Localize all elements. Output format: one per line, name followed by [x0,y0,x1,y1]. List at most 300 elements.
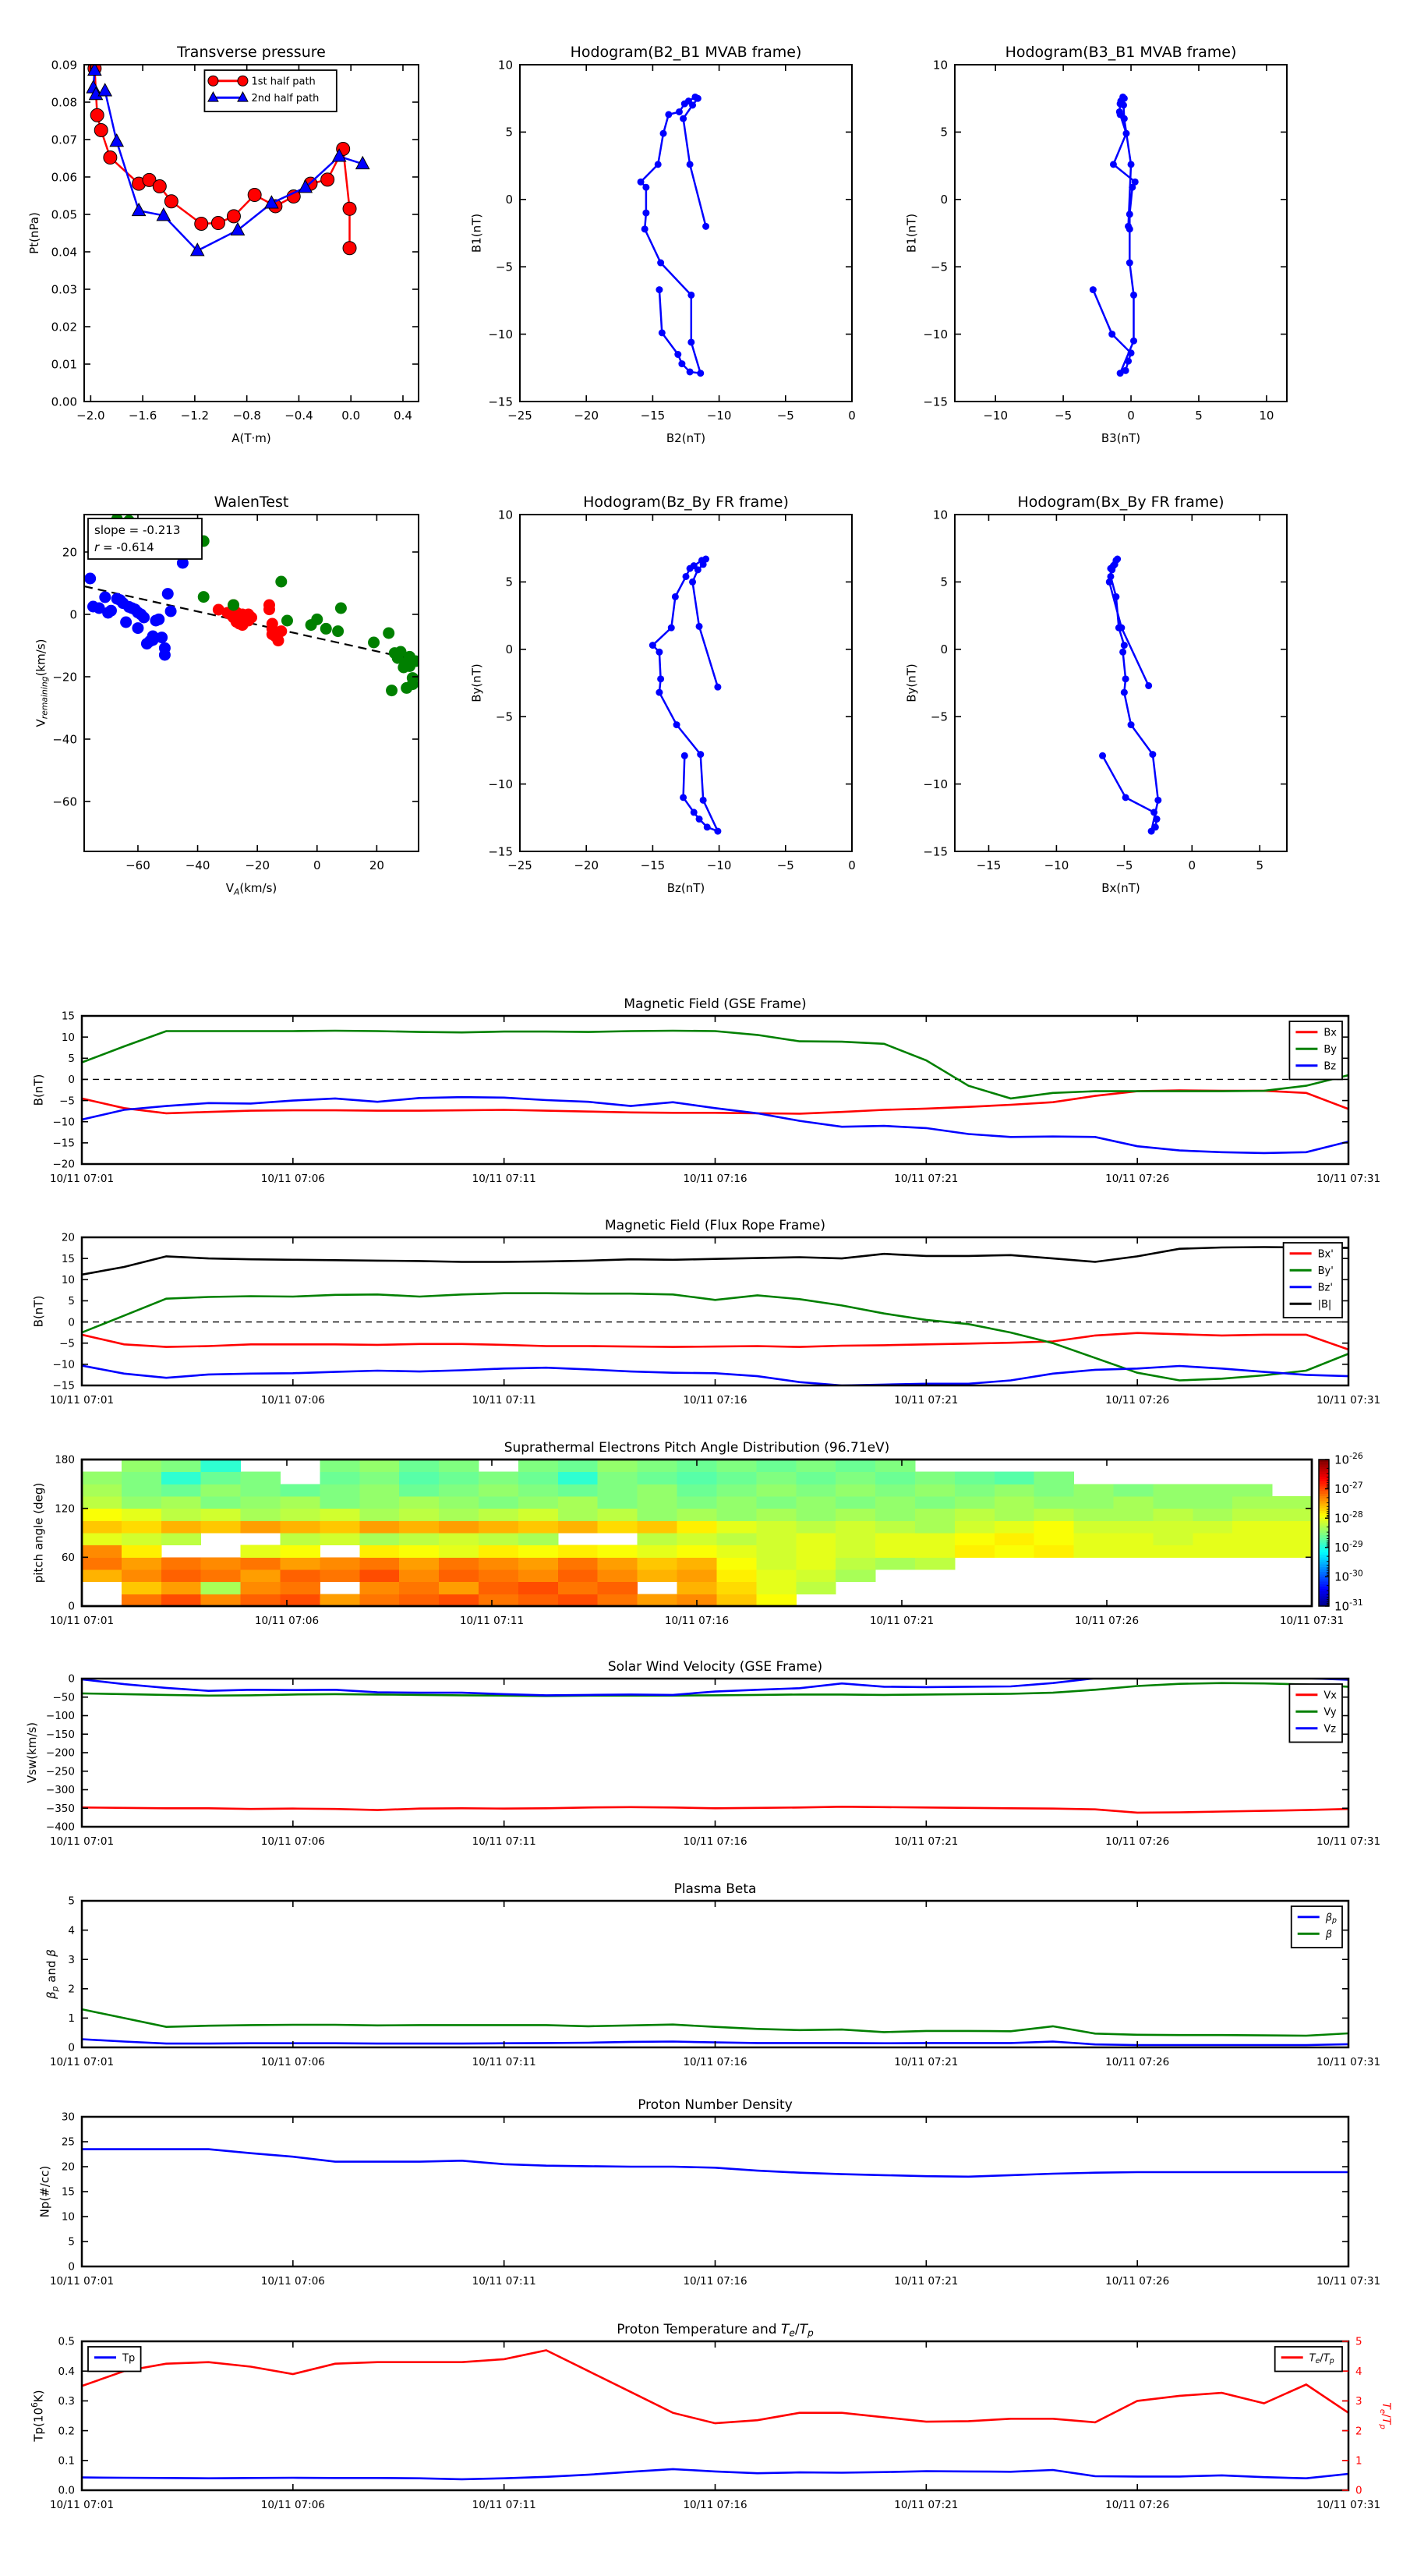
circle-marker [153,180,166,193]
x-tick-label: −10 [1044,858,1069,872]
y-axis-label: Np(#/cc) [37,2165,52,2218]
x-tick-label: 10/11 07:26 [1105,1835,1170,1848]
heatmap-cell [161,1496,201,1509]
circle-marker [1115,625,1122,632]
series-By [82,1031,1348,1099]
heatmap-cell [399,1460,439,1472]
heatmap-cell [82,1484,122,1496]
heatmap-cell [201,1484,241,1496]
circle-marker [1128,349,1135,356]
panel-b-gse [31,996,1380,1185]
circle-marker [1122,130,1129,137]
panel-title: Magnetic Field (Flux Rope Frame) [605,1218,825,1233]
circle-marker [246,612,257,624]
heatmap-cell [479,1472,518,1484]
heatmap-cell [716,1496,756,1509]
heatmap-cell [241,1582,281,1594]
x-tick-label: 10/11 07:11 [472,2275,536,2288]
panel-hodo-b2b1 [469,44,855,445]
heatmap-cell [1034,1472,1074,1484]
circle-marker [84,573,96,585]
x-tick-label: −15 [640,409,666,423]
x-tick-label: 5 [1256,858,1263,872]
heatmap-cell [915,1484,955,1496]
heatmap-cell [518,1460,558,1472]
y-tick-label: −5 [495,260,513,274]
circle-marker [659,329,666,336]
heatmap-cell [281,1509,320,1521]
heatmap-cell [161,1582,201,1594]
x-tick-label: 0 [1127,409,1135,423]
x-tick-label: 10/11 07:16 [683,1835,747,1848]
circle-marker [665,111,672,118]
heatmap-cell [439,1569,479,1582]
x-tick-label: 10/11 07:01 [49,2056,115,2068]
panel-walen [34,494,421,897]
x-tick-label: 10/11 07:26 [1105,1394,1170,1407]
circle-marker [165,606,177,617]
heatmap-cell [281,1569,320,1582]
circle-marker [401,682,412,694]
x-tick-label: 10/11 07:11 [472,2499,536,2511]
heatmap-cell [518,1496,558,1509]
heatmap-cell [281,1545,320,1558]
heatmap-cell [479,1509,518,1521]
heatmap-cell [399,1557,439,1569]
heatmap-cell [836,1460,875,1472]
heatmap-cell [518,1545,558,1558]
x-tick-label: 10/11 07:26 [1105,2275,1170,2288]
heatmap-cell [1193,1496,1232,1509]
y-tick-label: 10 [61,2210,75,2224]
circle-marker [343,202,356,215]
circle-marker [655,161,662,168]
heatmap-cell [796,1569,836,1582]
x-tick-label: 10/11 07:31 [1316,2275,1381,2288]
heatmap-cell [796,1496,836,1509]
heatmap-cell [995,1545,1034,1558]
y-tick-label: 0 [69,607,77,622]
colorbar-tick-label: $10^{-30}$ [1334,1568,1363,1584]
heatmap-cell [359,1520,399,1533]
y-tick-label: 20 [62,545,77,560]
heatmap-cell [439,1520,479,1533]
heatmap-cell [82,1509,122,1521]
heatmap-cell [1272,1496,1312,1509]
x-tick-label: −1.6 [128,409,157,423]
heatmap-cell [875,1509,915,1521]
heatmap-cell [558,1594,598,1606]
heatmap-cell [955,1533,995,1545]
heatmap-cell [875,1472,915,1484]
axes-beta [44,1881,1380,2068]
x-axis-label: B2(nT) [666,431,706,445]
heatmap-cell [995,1484,1034,1496]
circle-marker [704,823,711,830]
heatmap-cell [161,1460,201,1472]
heatmap-cell [796,1557,836,1569]
heatmap-cell [399,1569,439,1582]
circle-marker [1152,823,1159,830]
x-tick-label: 10/11 07:16 [683,2056,747,2068]
axes-frame [82,2341,1348,2490]
heatmap-cell [1272,1533,1312,1545]
circle-marker [1128,721,1135,728]
heatmap-cell [82,1545,122,1558]
heatmap-cell [836,1472,875,1484]
y-tick-label: 10 [932,508,948,522]
y-tick-label: −15 [52,1379,75,1392]
x-tick-label: 10/11 07:16 [664,1615,730,1627]
plot-area-pad [82,1460,1313,1607]
heatmap-cell [479,1520,518,1533]
circle-marker [698,557,705,564]
panel-pad [31,1440,1362,1627]
legend-label: |B| [1317,1298,1332,1311]
heatmap-cell [201,1496,241,1509]
circle-marker [649,642,656,649]
plot-area-tp [82,2351,1348,2479]
x-tick-label: −5 [776,858,794,872]
heatmap-cell [558,1496,598,1509]
axes-vsw [25,1659,1380,1848]
heatmap-cell [241,1569,281,1582]
heatmap-cell [359,1557,399,1569]
heatmap-cell [320,1557,359,1569]
y-tick-label: 20 [61,1231,75,1244]
legend-label: Tp [122,2352,136,2365]
circle-marker [1090,286,1097,293]
heatmap-cell [756,1509,796,1521]
y-tick-label: −15 [488,395,513,409]
y-tick-label: 5 [505,575,513,589]
heatmap-cell [82,1569,122,1582]
circle-marker [676,108,683,115]
heatmap-cell [241,1520,281,1533]
heatmap-cell [875,1533,915,1545]
y-tick-label: 0.4 [58,2365,75,2378]
x-tick-label: 20 [369,858,384,872]
panel-title: Proton Temperature and $T_e/T_p$ [617,2322,814,2339]
annotation-box [88,518,202,559]
circle-marker [159,649,171,661]
circle-marker [1126,211,1133,218]
heatmap-cell [320,1496,359,1509]
y-axis-label: $V_{remaining}(km/s)$ [34,639,50,727]
heatmap-cell [638,1533,677,1545]
y-axis-label: $Tp(10^6K)$ [30,2390,46,2442]
heatmap-cell [1232,1496,1272,1509]
y-tick-label: −15 [923,395,948,409]
circle-marker [683,573,690,580]
heatmap-cell [598,1496,638,1509]
circle-marker [1122,675,1129,682]
axes-np [38,2097,1380,2288]
x-tick-label: 10/11 07:26 [1105,1173,1170,1185]
heatmap-cell [479,1594,518,1606]
y-tick-label: 1 [68,2012,75,2026]
x-tick-label: −20 [574,858,599,872]
y-tick-label: 3 [68,1953,75,1966]
heatmap-cell [479,1496,518,1509]
circle-marker [1145,682,1152,689]
heatmap-cell [320,1509,359,1521]
heatmap-cell [439,1460,479,1472]
x-tick-label: 10/11 07:11 [472,2056,536,2068]
y-tick-label: −10 [488,327,513,341]
heatmap-cell [161,1569,201,1582]
heatmap-cell [320,1460,359,1472]
heatmap-cell [518,1557,558,1569]
circle-marker [1154,797,1161,804]
plot-area-hodo-bxby [1099,556,1161,835]
heatmap-cell [122,1557,161,1569]
circle-marker [687,368,694,375]
heatmap-cell [241,1545,281,1558]
plot-area-hodo-b3b1 [1090,94,1139,377]
y-tick-label: −5 [495,709,513,724]
legend [204,70,336,111]
heatmap-cell [677,1509,717,1521]
heatmap-cell [915,1472,955,1484]
x-tick-label: −60 [125,858,150,872]
y-tick-label: −10 [488,777,513,791]
y-tick-label: 5 [505,125,513,140]
panel-title: Hodogram(B3_B1 MVAB frame) [1005,44,1237,61]
heatmap-cell [716,1594,756,1606]
heatmap-cell [359,1594,399,1606]
heatmap-cell [122,1484,161,1496]
circle-marker [104,151,117,165]
x-tick-label: −5 [1055,409,1073,423]
x-tick-label: 10/11 07:06 [260,2275,325,2288]
circle-marker [99,592,111,603]
circle-marker [343,242,356,255]
heatmap-cell [598,1557,638,1569]
heatmap-cell [558,1557,598,1569]
heatmap-cell [281,1533,320,1545]
y-tick-label: 0 [68,1074,75,1087]
panel-title: Hodogram(Bz_By FR frame) [583,494,789,511]
heatmap-cell [1113,1545,1153,1558]
heatmap-cell [1193,1520,1232,1533]
circle-marker [320,623,332,635]
heatmap-cell [875,1484,915,1496]
heatmap-cell [796,1545,836,1558]
circle-marker [1099,752,1106,759]
heatmap-cell [82,1496,122,1509]
circle-marker [386,685,398,696]
panel-title: Magnetic Field (GSE Frame) [624,996,807,1012]
heatmap-cell [201,1460,241,1472]
heatmap-cell [677,1557,717,1569]
plot-area-hodo-bzby [649,556,721,835]
x-axis-label: $V_A(km/s)$ [225,881,277,897]
y-axis-label: Pt(nPa) [27,212,42,254]
y-tick-label: −15 [52,1137,75,1150]
y-tick-label: −350 [45,1802,75,1815]
y-tick-label: 5 [68,1053,75,1066]
heatmap-cell [281,1557,320,1569]
circle-marker [691,809,698,816]
circle-marker [687,161,694,168]
heatmap-cell [598,1569,638,1582]
legend-label: β [1325,1928,1333,1941]
circle-marker [94,124,108,137]
axes-frame [82,1679,1348,1827]
y-tick-label: 0 [68,1316,75,1329]
x-tick-label: −15 [640,858,666,872]
heatmap-cell [796,1582,836,1594]
heatmap-cell [1074,1509,1114,1521]
annotation-line: slope = -0.213 [94,523,181,537]
heatmap-cell [756,1472,796,1484]
heatmap-cell [161,1472,201,1484]
panel-title: Plasma Beta [673,1881,757,1897]
panel-tp [30,2322,1392,2511]
circle-marker [1126,260,1133,267]
heatmap-cell [836,1496,875,1509]
panel-title: Hodogram(B2_B1 MVAB frame) [570,44,802,61]
heatmap-cell [241,1509,281,1521]
heatmap-cell [995,1533,1034,1545]
circle-marker [1154,816,1161,823]
y-tick-label: −10 [923,777,948,791]
x-tick-label: −20 [245,858,270,872]
x-axis-label: B3(nT) [1101,431,1141,445]
y-tick-label: −60 [52,794,77,809]
heatmap-cell [915,1520,955,1533]
heatmap-cell [756,1582,796,1594]
heatmap-cell [1232,1484,1272,1496]
x-tick-label: 10/11 07:01 [49,1173,115,1185]
heatmap-cell [479,1557,518,1569]
heatmap-cell [558,1520,598,1533]
heatmap-cell [359,1569,399,1582]
axes-frame [84,65,419,402]
heatmap-cell [875,1496,915,1509]
heatmap-cell [1232,1520,1272,1533]
x-tick-label: 10/11 07:16 [683,2499,747,2511]
circle-marker [1117,111,1124,118]
heatmap-cell [1113,1509,1153,1521]
heatmap-cell [677,1533,717,1545]
heatmap-cell [359,1484,399,1496]
legend-label: Vz [1323,1723,1337,1736]
heatmap-cell [161,1509,201,1521]
heatmap-cell [756,1496,796,1509]
circle-marker [656,649,663,656]
panel-hodo-bzby [469,494,855,895]
legend-label: Vy [1323,1706,1337,1718]
circle-marker [668,625,675,632]
x-tick-label: 10/11 07:01 [49,1394,115,1407]
heatmap-cell [399,1545,439,1558]
y-tick-label: −10 [52,1358,75,1371]
circle-marker [696,623,703,630]
x-tick-label: −10 [706,409,732,423]
heatmap-cell [558,1460,598,1472]
heatmap-cell [241,1496,281,1509]
heatmap-cell [716,1557,756,1569]
series-|B| [82,1247,1348,1275]
circle-marker [687,292,694,299]
circle-marker [208,76,218,86]
circle-marker [1107,573,1114,580]
heatmap-cell [241,1557,281,1569]
heatmap-cell [1193,1509,1232,1521]
heatmap-cell [1153,1496,1193,1509]
heatmap-cell [399,1582,439,1594]
heatmap-cell [995,1472,1034,1484]
y-tick-label: −200 [45,1746,75,1760]
panel-title: Proton Number Density [638,2097,793,2113]
heatmap-cell [439,1472,479,1484]
heatmap-cell [359,1582,399,1594]
x-tick-label: 10/11 07:01 [49,2499,115,2511]
right-y-tick-label: 4 [1355,2365,1362,2378]
heatmap-cell [399,1472,439,1484]
heatmap-cell [638,1472,677,1484]
y-tick-label: 0.3 [58,2395,75,2408]
heatmap-cell [359,1533,399,1545]
circle-marker [162,588,174,600]
heatmap-cell [598,1520,638,1533]
heatmap-cell [836,1557,875,1569]
x-tick-label: 10/11 07:01 [49,1615,115,1627]
heatmap-cell [955,1520,995,1533]
y-axis-label: B(nT) [31,1295,46,1328]
legend-label: Bz [1323,1060,1337,1073]
circle-marker [678,360,685,367]
y-tick-label: 0.07 [51,133,77,147]
heatmap-cell [320,1594,359,1606]
heatmap-cell [677,1472,717,1484]
panel-hodo-bxby [904,494,1287,895]
legend [1284,1243,1342,1318]
right-y-tick-label: 1 [1355,2454,1362,2468]
y-tick-label: 0.2 [58,2425,75,2438]
plot-area-beta [82,2009,1348,2045]
y-tick-label: 0.08 [51,95,77,110]
circle-marker [1108,331,1115,338]
x-tick-label: 10/11 07:21 [894,2275,959,2288]
y-tick-label: −15 [488,844,513,859]
heatmap-cell [756,1594,796,1606]
legend [88,2347,141,2372]
heatmap-cell [796,1460,836,1472]
axes-tp [30,2322,1392,2511]
axes-frame [84,515,419,851]
circle-marker [687,565,694,572]
circle-marker [642,184,649,191]
heatmap-cell [518,1509,558,1521]
circle-marker [1121,642,1128,649]
heatmap-cell [915,1496,955,1509]
heatmap-cell [558,1545,598,1558]
heatmap-cell [558,1509,598,1521]
circle-marker [1129,184,1136,191]
y-tick-label: −20 [52,670,77,685]
panel-title: Suprathermal Electrons Pitch Angle Distribution (96.71eV) [504,1440,890,1456]
heatmap-cell [836,1569,875,1582]
x-tick-label: 10/11 07:01 [49,1835,115,1848]
x-tick-label: 10/11 07:31 [1316,2056,1381,2068]
triangle-marker [231,223,244,235]
heatmap-cell [1232,1533,1272,1545]
heatmap-cell [836,1545,875,1558]
heatmap-cell [677,1520,717,1533]
